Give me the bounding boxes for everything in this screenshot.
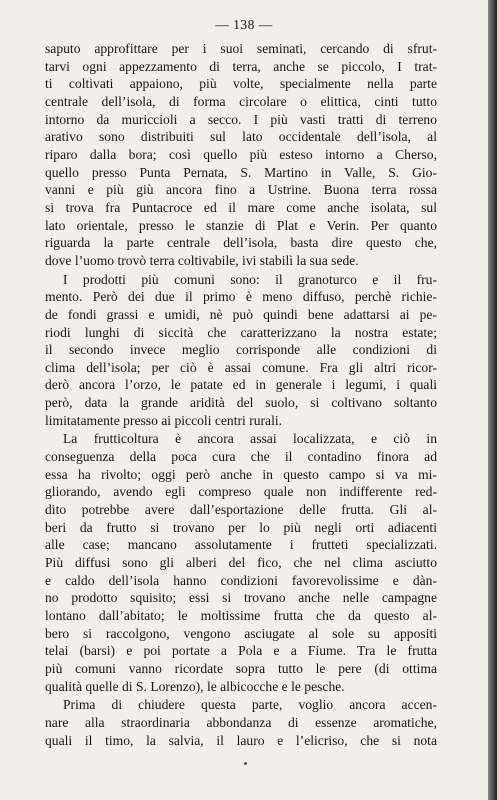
text-line: riparo dalla bora; così quello più esteso intorno a Cherso, [45, 146, 437, 162]
text-line: si trova fra Puntacroce ed il mare come anche isolata, sul [45, 199, 437, 215]
text-line: il secondo invece meglio corrisponde alle condizioni di [45, 342, 437, 358]
text-line: bero si raccolgono, vengono asciugate al sole su appositi [45, 625, 437, 641]
text-line: beri da frutto si trovano per lo più negli orti adiacenti [45, 519, 437, 535]
text-line: dove l’uomo trovò terra coltivabile, ivi stabilì la sua sede. [45, 252, 359, 268]
text-line: più comuni vanno ricordate sopra tutto le pere (di ottima [45, 660, 437, 676]
text-line: gliorando, avendo egli compreso quale non indifferente red- [45, 484, 437, 500]
text-line: vanni e più giù ancora fino a Ustrine. Buona terra rossa [45, 182, 437, 198]
text-line: quello presso Punta Pernata, S. Martino in Valle, S. Gio- [45, 164, 437, 180]
text-line: Prima di chiudere questa parte, voglio ancora accen- [63, 697, 437, 713]
text-line: saputo approfittare per i suoi seminati, cercando di sfrut- [45, 41, 437, 56]
text-line: però, data la grande aridità del suolo, si coltivano soltanto [45, 395, 437, 411]
text-line: conseguenza della poca cura che il contadino finora ad [45, 449, 437, 465]
paragraph-2 [45, 271, 437, 430]
paragraph-1 [45, 40, 437, 270]
text-line: no prodotto squisito; essi si trovano anche nelle campagne [45, 590, 437, 606]
text-line: Più diffusi sono gli alberi del fico, che nel clima asciutto [45, 555, 437, 571]
text-line: nare alla straordinaria abbondanza di essenze aromatiche, [45, 714, 437, 730]
text-line: limitatamente presso ai piccoli centri rurali. [45, 412, 283, 428]
text-line: lontano dall’abitato; le moltissime frutta che da questo al- [45, 608, 437, 623]
text-line: I prodotti più comuni sono: il granoturco e il fru- [63, 271, 437, 287]
text-line: mento. Però dei due il primo è meno diffuso, perchè richie- [45, 289, 437, 305]
text-line: derò ancora l’orzo, le patate ed in generale i legumi, i quali [45, 377, 437, 393]
paragraph-3 [45, 430, 437, 695]
text-line: ti coltivati appaiono, più volte, specialmente nella parte [45, 76, 437, 92]
paragraph-4 [45, 696, 437, 749]
text-line: tarvi ogni appezzamento di terra, anche se piccolo, I trat- [45, 58, 437, 74]
text-line: riodi lunghi di siccità che caratterizzano la nostra estate; [45, 324, 437, 340]
text-line: alle case; mancano assolutamente i frutteti specializzati. [45, 537, 437, 553]
text-line: telai (barsi) e poi portate a Pola e a Fiume. Tra le frutta [45, 643, 437, 659]
text-line: qualità quelle di S. Lorenzo), le albicocche e le pesche. [45, 678, 345, 694]
text-line: dito potrebbe avere dall’esportazione delle frutta. Gli al- [45, 502, 437, 518]
text-line: de fondi grassi e umidi, nè può quindi bene adattarsi ai pe- [45, 306, 437, 322]
text-line: riguarda la parte centrale dell’isola, basta dire questo che, [45, 235, 437, 251]
page-number: — 138 — [215, 17, 273, 32]
text-line: centrale dell’isola, di forma circolare o elittica, cinti tutto [45, 93, 437, 109]
text-line: La frutticoltura è ancora assai localizzata, e ciò in [63, 431, 437, 447]
ink-speck [244, 762, 247, 765]
body-text [45, 40, 437, 749]
text-line: clima dell’isola; per ciò è assai comune. Fra gli altri ricor- [45, 359, 437, 375]
text-line: intorno da muriccioli a secco. I più vasti tratti di terreno [45, 111, 437, 127]
text-line: e caldo dell’isola hanno condizioni favorevolissime e dàn- [45, 572, 437, 588]
text-line: quali il timo, la salvia, il lauro e l’elicriso, che si nota [45, 732, 437, 748]
text-line: essa ha rivolto; oggi però anche in questo campo si va mi- [45, 466, 437, 482]
text-line: arativo sono distribuiti sul lato occidentale dell’isola, al [45, 129, 437, 145]
page-edge-shadow [488, 0, 497, 800]
text-line: lato orientale, presso le stanzie di Plat e Verin. Per quanto [45, 217, 437, 233]
